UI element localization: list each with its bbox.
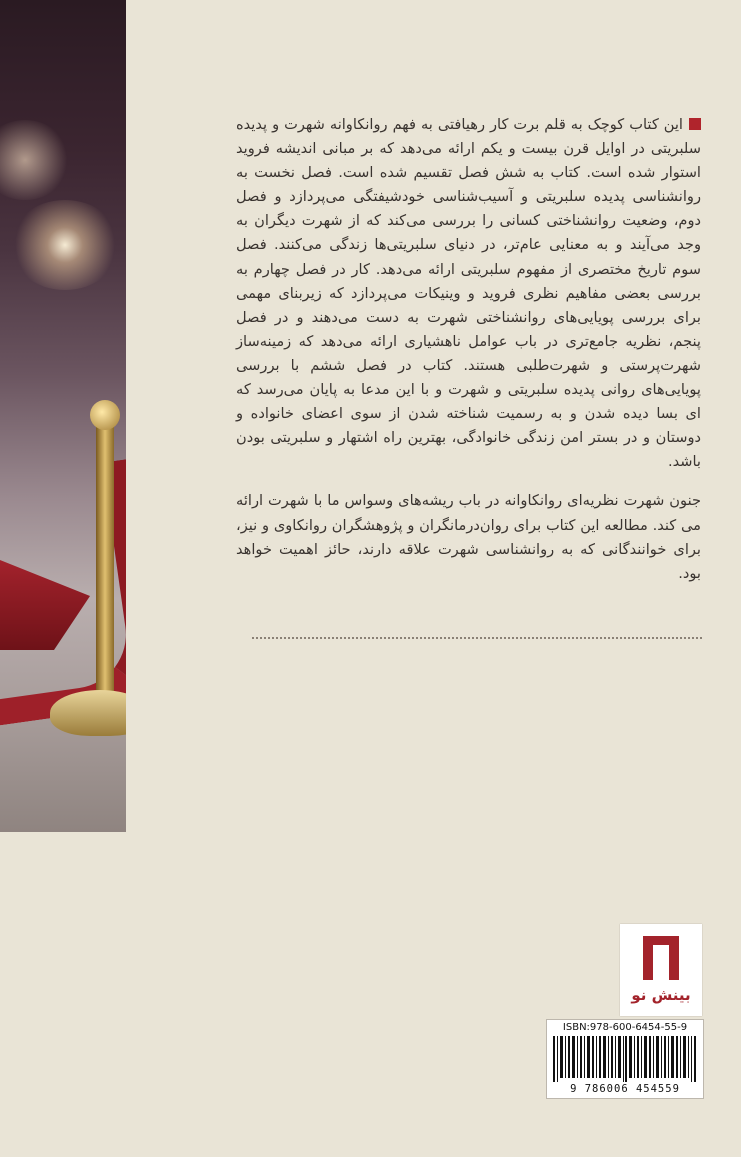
- stanchion-post: [96, 410, 114, 710]
- stanchion-base: [50, 690, 126, 736]
- stanchion-knob: [90, 400, 120, 430]
- spotlight-glow: [0, 120, 70, 200]
- dotted-divider: [252, 637, 702, 639]
- isbn-label: ISBN:978-600-6454-55-9: [562, 1022, 688, 1033]
- cover-photo-strip: [0, 0, 126, 832]
- barcode-digits: 9 786006 454559: [570, 1083, 680, 1095]
- publisher-mark-icon: [643, 936, 679, 980]
- barcode-box: [546, 1019, 704, 1099]
- publisher-logo: [620, 924, 702, 1016]
- description-paragraph-2: جنون شهرت نظریه‌ای روانکاوانه در باب ریشه‌های وسواس ما با شهرت ارائه می کند. مطالعه این کتاب برای روان‌درمانگران و پژوهشگران روانکاوی و نیز، برای خوانندگانی که به روانشناسی شهرت علاقه دارند، حائز اهمیت خواهد بود.: [236, 492, 701, 582]
- publisher-name: بینش نو: [631, 986, 691, 1004]
- red-square-bullet-icon: [689, 118, 701, 130]
- spotlight-flare: [10, 200, 120, 290]
- book-description: [236, 113, 701, 586]
- paragraph-1-text: این کتاب کوچک به قلم برت کار رهیافتی به فهم روانکاوانه شهرت و پدیده سلبریتی در اوایل قرن بیست و یکم ارائه می‌دهد که بر مبانی اندیشه فروید استوار شده است. کتاب به شش فصل تقسیم شده است. فصل نخست به روانشناسی پدیده سلبریتی و آسیب‌شناسی خودشیفتگی می‌پردازد و فصل دوم، وضعیت روانشناختی کسانی را بررسی می‌کند که از شهرت دیگران به وجد می‌آیند و به معنایی عام‌تر، در دنیای سلبریتی‌ها زندگی می‌کنند. فصل سوم تاریخ مختصری از مفهوم سلبریتی ارائه می‌دهد. کار در فصل چهارم به بررسی بعضی مفاهیم نظری فروید و وینیکات می‌پردازد که زیربنای مهمی برای بررسی پویایی‌های روانشناختی شهرت به دست می‌دهند و در فصل پنجم، نظریه جامع‌تری در باب عوامل ناهشیاری ارائه می‌دهد که زمینه‌ساز شهرت‌پرستی و شهرت‌طلبی هستند. کتاب در فصل ششم با بررسی پویایی‌های روانی پدیده سلبریتی و شهرت و با این مدعا به پایان می‌رسد که ای بسا دیده شدن و به رسمیت شناخته شدن از سوی اعضای خانواده و دوستان و در بستر امن زندگی خانوادگی، بهترین راه اشتهار و سلبریتی بودن باشد.: [236, 116, 701, 471]
- description-paragraph-1: [236, 113, 701, 474]
- barcode-icon: [553, 1036, 697, 1082]
